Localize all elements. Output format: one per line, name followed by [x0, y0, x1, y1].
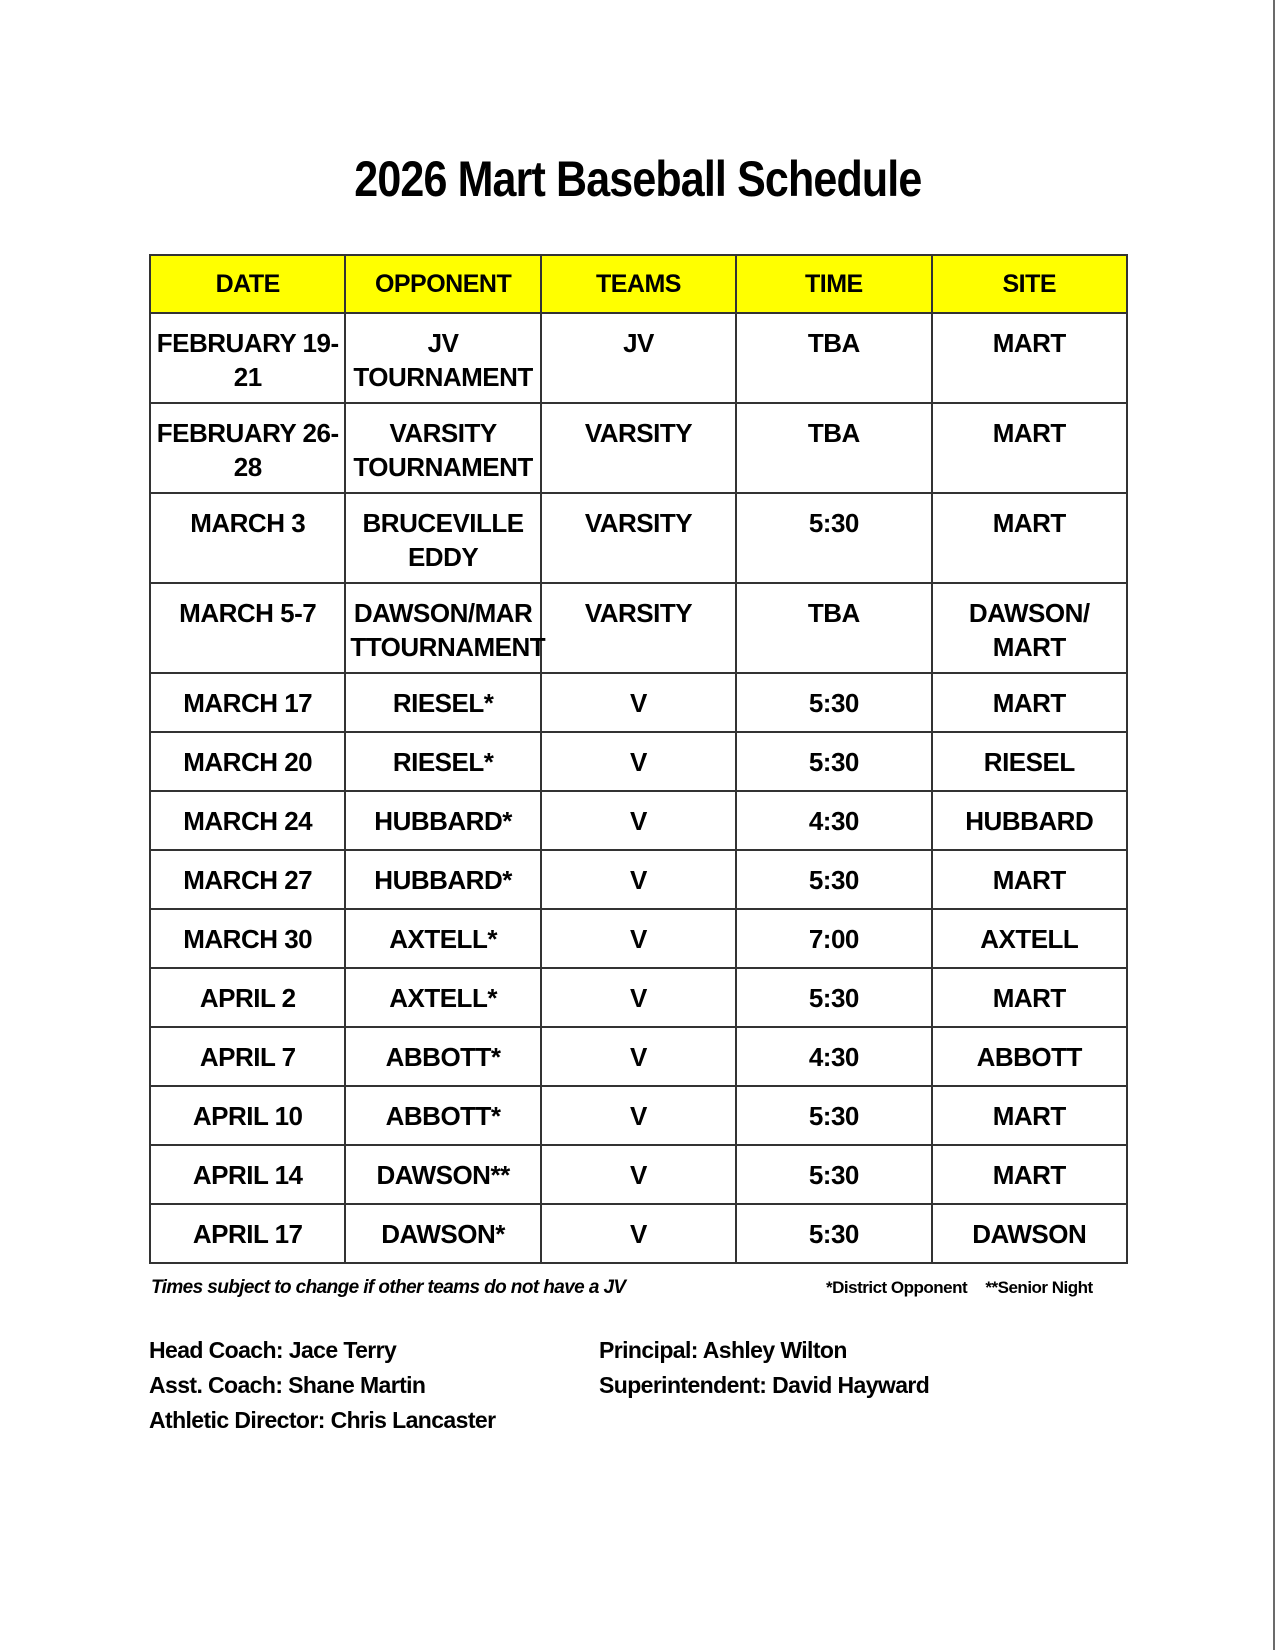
site-cell: MART: [932, 968, 1127, 1027]
times-disclaimer: Times subject to change if other teams do not have a JV: [151, 1277, 626, 1298]
table-row: [150, 493, 1127, 583]
teams-cell: V: [541, 791, 736, 850]
table-row: [150, 673, 1127, 732]
site-cell: MART: [932, 850, 1127, 909]
site-cell: MART: [932, 1145, 1127, 1204]
column-header-date: DATE: [150, 255, 345, 313]
teams-cell: V: [541, 850, 736, 909]
teams-cell: V: [541, 968, 736, 1027]
date-cell: MARCH 17: [150, 673, 345, 732]
table-row: [150, 1086, 1127, 1145]
date-cell: MARCH 5-7: [150, 583, 345, 673]
time-cell: 5:30: [736, 968, 931, 1027]
date-cell: APRIL 10: [150, 1086, 345, 1145]
superintendent: Superintendent: David Hayward: [599, 1372, 930, 1398]
district-opponent-note: *District Opponent: [826, 1278, 968, 1297]
coaching-staff: [149, 1333, 495, 1438]
table-row: [150, 909, 1127, 968]
opponent-cell: RIESEL*: [345, 732, 540, 791]
date-cell: FEBRUARY 19- 21: [150, 313, 345, 403]
table-row: [150, 313, 1127, 403]
teams-cell: VARSITY: [541, 493, 736, 583]
date-cell: MARCH 24: [150, 791, 345, 850]
table-row: [150, 403, 1127, 493]
teams-cell: V: [541, 1204, 736, 1263]
athletic-director: Athletic Director: Chris Lancaster: [149, 1407, 496, 1433]
time-cell: 7:00: [736, 909, 931, 968]
teams-cell: JV: [541, 313, 736, 403]
opponent-cell: ABBOTT*: [345, 1027, 540, 1086]
site-cell: MART: [932, 493, 1127, 583]
time-cell: TBA: [736, 583, 931, 673]
date-cell: MARCH 20: [150, 732, 345, 791]
administration: [599, 1333, 929, 1403]
opponent-cell: DAWSON*: [345, 1204, 540, 1263]
teams-cell: V: [541, 732, 736, 791]
head-coach: Head Coach: Jace Terry: [149, 1337, 397, 1363]
table-row: [150, 583, 1127, 673]
schedule-table: [149, 254, 1128, 1264]
table-header-row: [150, 255, 1127, 313]
legend-notes: [826, 1278, 1093, 1298]
opponent-cell: ABBOTT*: [345, 1086, 540, 1145]
time-cell: TBA: [736, 403, 931, 493]
site-cell: MART: [932, 313, 1127, 403]
time-cell: TBA: [736, 313, 931, 403]
date-cell: MARCH 27: [150, 850, 345, 909]
time-cell: 5:30: [736, 1204, 931, 1263]
time-cell: 5:30: [736, 1086, 931, 1145]
teams-cell: VARSITY: [541, 403, 736, 493]
table-row: [150, 1145, 1127, 1204]
opponent-cell: AXTELL*: [345, 909, 540, 968]
time-cell: 5:30: [736, 850, 931, 909]
teams-cell: V: [541, 909, 736, 968]
site-cell: ABBOTT: [932, 1027, 1127, 1086]
time-cell: 4:30: [736, 1027, 931, 1086]
site-cell: MART: [932, 673, 1127, 732]
date-cell: MARCH 30: [150, 909, 345, 968]
opponent-cell: DAWSON/MAR TTOURNAMENT: [345, 583, 540, 673]
teams-cell: VARSITY: [541, 583, 736, 673]
table-row: [150, 732, 1127, 791]
time-cell: 5:30: [736, 493, 931, 583]
date-cell: APRIL 7: [150, 1027, 345, 1086]
time-cell: 4:30: [736, 791, 931, 850]
opponent-cell: HUBBARD*: [345, 791, 540, 850]
column-header-site: SITE: [932, 255, 1127, 313]
time-cell: 5:30: [736, 673, 931, 732]
page-title: 2026 Mart Baseball Schedule: [354, 151, 922, 207]
opponent-cell: HUBBARD*: [345, 850, 540, 909]
asst-coach: Asst. Coach: Shane Martin: [149, 1372, 426, 1398]
opponent-cell: AXTELL*: [345, 968, 540, 1027]
site-cell: DAWSON/ MART: [932, 583, 1127, 673]
senior-night-note: **Senior Night: [985, 1278, 1093, 1297]
table-row: [150, 1204, 1127, 1263]
opponent-cell: RIESEL*: [345, 673, 540, 732]
date-cell: APRIL 14: [150, 1145, 345, 1204]
table-row: [150, 791, 1127, 850]
opponent-cell: JV TOURNAMENT: [345, 313, 540, 403]
time-cell: 5:30: [736, 1145, 931, 1204]
site-cell: MART: [932, 403, 1127, 493]
table-row: [150, 968, 1127, 1027]
site-cell: RIESEL: [932, 732, 1127, 791]
teams-cell: V: [541, 1145, 736, 1204]
principal: Principal: Ashley Wilton: [599, 1337, 847, 1363]
teams-cell: V: [541, 1086, 736, 1145]
date-cell: APRIL 2: [150, 968, 345, 1027]
date-cell: FEBRUARY 26- 28: [150, 403, 345, 493]
teams-cell: V: [541, 673, 736, 732]
opponent-cell: DAWSON**: [345, 1145, 540, 1204]
column-header-teams: TEAMS: [541, 255, 736, 313]
site-cell: DAWSON: [932, 1204, 1127, 1263]
opponent-cell: VARSITY TOURNAMENT: [345, 403, 540, 493]
teams-cell: V: [541, 1027, 736, 1086]
site-cell: AXTELL: [932, 909, 1127, 968]
column-header-opponent: OPPONENT: [345, 255, 540, 313]
column-header-time: TIME: [736, 255, 931, 313]
date-cell: APRIL 17: [150, 1204, 345, 1263]
date-cell: MARCH 3: [150, 493, 345, 583]
time-cell: 5:30: [736, 732, 931, 791]
table-row: [150, 850, 1127, 909]
site-cell: MART: [932, 1086, 1127, 1145]
opponent-cell: BRUCEVILLE EDDY: [345, 493, 540, 583]
site-cell: HUBBARD: [932, 791, 1127, 850]
table-row: [150, 1027, 1127, 1086]
